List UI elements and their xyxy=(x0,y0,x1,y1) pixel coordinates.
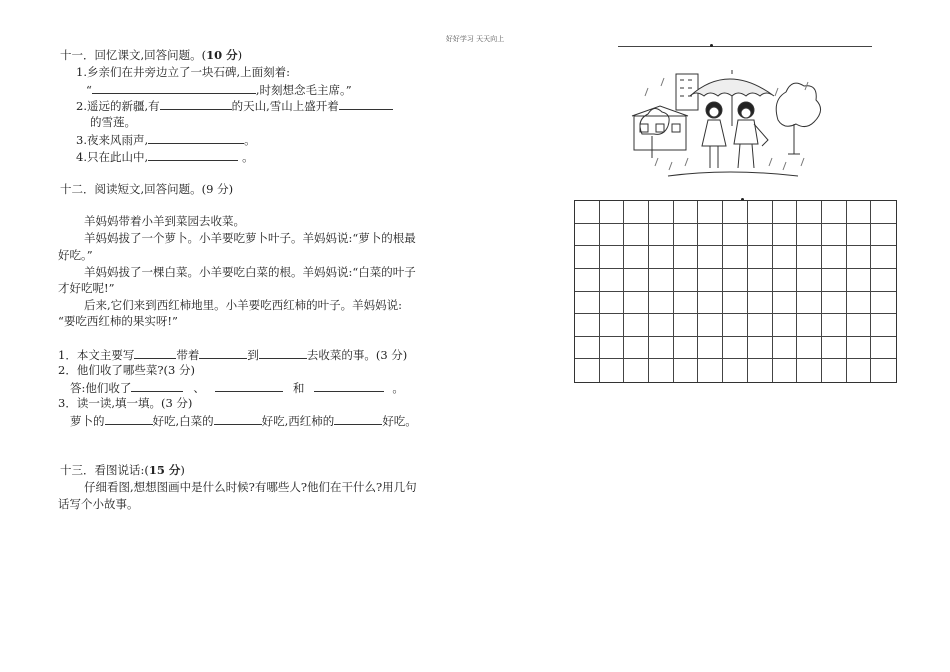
grid-cell[interactable] xyxy=(575,269,600,292)
grid-cell[interactable] xyxy=(575,314,600,337)
grid-cell[interactable] xyxy=(871,201,896,224)
grid-cell[interactable] xyxy=(797,246,822,269)
grid-cell[interactable] xyxy=(624,224,649,247)
grid-cell[interactable] xyxy=(674,337,699,360)
s13-instruction: 仔细看图,想想图画中是什么时候?有哪些人?他们在干什么?用几句 xyxy=(84,480,417,494)
answer-blank[interactable] xyxy=(259,346,307,359)
grid-cell[interactable] xyxy=(822,201,847,224)
grid-cell[interactable] xyxy=(822,292,847,315)
answer-blank[interactable] xyxy=(148,131,244,144)
answer-blank[interactable] xyxy=(339,97,393,110)
grid-cell[interactable] xyxy=(822,359,847,382)
s11-q1-line: “ ,时刻想念毛主席。” xyxy=(86,83,352,97)
grid-cell[interactable] xyxy=(748,269,773,292)
grid-cell[interactable] xyxy=(674,224,699,247)
grid-cell[interactable] xyxy=(723,224,748,247)
grid-cell[interactable] xyxy=(773,314,798,337)
grid-cell[interactable] xyxy=(575,292,600,315)
grid-cell[interactable] xyxy=(649,292,674,315)
grid-cell[interactable] xyxy=(847,292,872,315)
s11-question-1: 1.乡亲们在井旁边立了一块石碑,上面刻着: xyxy=(76,65,291,79)
grid-cell[interactable] xyxy=(723,269,748,292)
grid-cell[interactable] xyxy=(624,359,649,382)
grid-cell[interactable] xyxy=(797,201,822,224)
grid-cell[interactable] xyxy=(822,246,847,269)
page-header: 好好学习 天天向上 xyxy=(445,35,505,43)
grid-cell[interactable] xyxy=(624,201,649,224)
grid-cell[interactable] xyxy=(748,224,773,247)
s12-question-3: 3．读一读,填一填。(3 分) xyxy=(58,396,193,410)
grid-cell[interactable] xyxy=(723,201,748,224)
s11-q2-cont: 的雪莲。 xyxy=(90,115,136,129)
grid-cell[interactable] xyxy=(773,292,798,315)
grid-cell[interactable] xyxy=(575,224,600,247)
grid-cell[interactable] xyxy=(674,246,699,269)
grid-cell[interactable] xyxy=(748,314,773,337)
answer-blank[interactable] xyxy=(214,412,262,425)
grid-cell[interactable] xyxy=(748,246,773,269)
answer-blank[interactable] xyxy=(199,346,247,359)
grid-cell[interactable] xyxy=(674,269,699,292)
grid-cell[interactable] xyxy=(847,269,872,292)
grid-cell[interactable] xyxy=(797,337,822,360)
grid-cell[interactable] xyxy=(649,269,674,292)
grid-cell[interactable] xyxy=(624,314,649,337)
grid-cell[interactable] xyxy=(847,314,872,337)
grid-cell[interactable] xyxy=(649,201,674,224)
answer-blank[interactable] xyxy=(148,148,238,161)
grid-cell[interactable] xyxy=(871,269,896,292)
grid-cell[interactable] xyxy=(773,246,798,269)
grid-cell[interactable] xyxy=(723,359,748,382)
grid-cell[interactable] xyxy=(847,337,872,360)
grid-cell[interactable] xyxy=(600,269,625,292)
answer-blank[interactable] xyxy=(105,412,153,425)
grid-cell[interactable] xyxy=(847,201,872,224)
passage-line: 羊妈妈拔了一棵白菜。小羊要吃白菜的根。羊妈妈说:“白菜的叶子 xyxy=(84,265,416,279)
s12-answer-2: 答:他们收了 、 和 。 xyxy=(70,381,404,395)
s12-question-1: 1．本文主要写 带着 到 去收菜的事。(3 分) xyxy=(58,348,408,362)
grid-cell[interactable] xyxy=(748,337,773,360)
grid-cell[interactable] xyxy=(698,269,723,292)
grid-cell[interactable] xyxy=(773,269,798,292)
s13-instruction: 话写个小故事。 xyxy=(58,497,139,511)
grid-cell[interactable] xyxy=(575,246,600,269)
answer-blank[interactable] xyxy=(92,81,256,94)
grid-cell[interactable] xyxy=(698,224,723,247)
grid-cell[interactable] xyxy=(674,359,699,382)
grid-cell[interactable] xyxy=(748,359,773,382)
grid-cell[interactable] xyxy=(748,201,773,224)
grid-cell[interactable] xyxy=(674,314,699,337)
grid-cell[interactable] xyxy=(649,337,674,360)
answer-blank[interactable] xyxy=(215,379,283,392)
grid-cell[interactable] xyxy=(649,359,674,382)
grid-cell[interactable] xyxy=(773,201,798,224)
grid-cell[interactable] xyxy=(624,246,649,269)
section-13-title: 十三．看图说话:(15 分) xyxy=(60,463,185,477)
grid-cell[interactable] xyxy=(773,224,798,247)
grid-cell[interactable] xyxy=(575,201,600,224)
grid-cell[interactable] xyxy=(723,246,748,269)
grid-cell[interactable] xyxy=(649,314,674,337)
grid-cell[interactable] xyxy=(871,246,896,269)
answer-blank[interactable] xyxy=(314,379,384,392)
grid-cell[interactable] xyxy=(698,314,723,337)
writing-grid xyxy=(574,200,897,383)
grid-cell[interactable] xyxy=(847,359,872,382)
answer-blank[interactable] xyxy=(160,97,232,110)
s12-answer-3: 萝卜的 好吃,白菜的 好吃,西红柿的 好吃。 xyxy=(70,414,417,428)
grid-cell[interactable] xyxy=(698,359,723,382)
section-11-title: 十一．回忆课文,回答问题。(10 分) xyxy=(60,48,243,62)
grid-cell[interactable] xyxy=(797,314,822,337)
grid-cell[interactable] xyxy=(797,292,822,315)
grid-cell[interactable] xyxy=(600,314,625,337)
grid-cell[interactable] xyxy=(600,359,625,382)
grid-cell[interactable] xyxy=(600,224,625,247)
passage-line: 羊妈妈拔了一个萝卜。小羊要吃萝卜叶子。羊妈妈说:“萝卜的根最 xyxy=(84,231,416,245)
grid-cell[interactable] xyxy=(797,269,822,292)
s11-question-3: 3.夜来风雨声, 。 xyxy=(76,133,256,147)
grid-cell[interactable] xyxy=(624,337,649,360)
passage-line: 羊妈妈带着小羊到菜园去收菜。 xyxy=(84,214,245,228)
grid-cell[interactable] xyxy=(698,201,723,224)
passage-line: 才好吃呢!” xyxy=(58,281,115,295)
grid-cell[interactable] xyxy=(624,292,649,315)
grid-cell[interactable] xyxy=(674,292,699,315)
s11-question-2: 2.遥远的新疆,有 的天山,雪山上盛开着 xyxy=(76,97,393,114)
grid-cell[interactable] xyxy=(600,201,625,224)
grid-cell[interactable] xyxy=(822,314,847,337)
passage-line: 后来,它们来到西红柿地里。小羊要吃西红柿的叶子。羊妈妈说: xyxy=(84,298,403,312)
grid-cell[interactable] xyxy=(822,224,847,247)
grid-cell[interactable] xyxy=(649,246,674,269)
grid-cell[interactable] xyxy=(600,246,625,269)
header-rule xyxy=(618,46,872,47)
passage-line: 好吃。” xyxy=(58,248,93,262)
grid-cell[interactable] xyxy=(600,292,625,315)
grid-cell[interactable] xyxy=(797,359,822,382)
grid-cell[interactable] xyxy=(847,224,872,247)
grid-cell[interactable] xyxy=(773,359,798,382)
grid-cell[interactable] xyxy=(698,246,723,269)
passage-line: “要吃西红柿的果实呀!” xyxy=(58,314,178,328)
s12-question-2: 2．他们收了哪些菜?(3 分) xyxy=(58,363,195,377)
grid-cell[interactable] xyxy=(871,224,896,247)
answer-blank[interactable] xyxy=(131,379,183,392)
grid-cell[interactable] xyxy=(871,337,896,360)
grid-cell[interactable] xyxy=(575,337,600,360)
grid-cell[interactable] xyxy=(797,224,822,247)
answer-blank[interactable] xyxy=(334,412,382,425)
grid-cell[interactable] xyxy=(575,359,600,382)
grid-cell[interactable] xyxy=(871,359,896,382)
grid-cell[interactable] xyxy=(871,314,896,337)
grid-cell[interactable] xyxy=(847,246,872,269)
answer-blank[interactable] xyxy=(134,346,176,359)
grid-cell[interactable] xyxy=(649,224,674,247)
grid-cell[interactable] xyxy=(871,292,896,315)
grid-cell[interactable] xyxy=(723,292,748,315)
section-12-title: 十二．阅读短文,回答问题。(9 分) xyxy=(60,182,234,196)
grid-cell[interactable] xyxy=(723,337,748,360)
marker-dot xyxy=(710,44,713,47)
grid-cell[interactable] xyxy=(748,292,773,315)
grid-cell[interactable] xyxy=(600,337,625,360)
grid-cell[interactable] xyxy=(723,314,748,337)
grid-cell[interactable] xyxy=(773,337,798,360)
grid-cell[interactable] xyxy=(698,292,723,315)
grid-cell[interactable] xyxy=(822,337,847,360)
grid-cell[interactable] xyxy=(674,201,699,224)
grid-cell[interactable] xyxy=(698,337,723,360)
rain-umbrella-illustration xyxy=(628,58,828,186)
grid-cell[interactable] xyxy=(822,269,847,292)
s11-question-4: 4.只在此山中, 。 xyxy=(76,150,254,164)
grid-cell[interactable] xyxy=(624,269,649,292)
